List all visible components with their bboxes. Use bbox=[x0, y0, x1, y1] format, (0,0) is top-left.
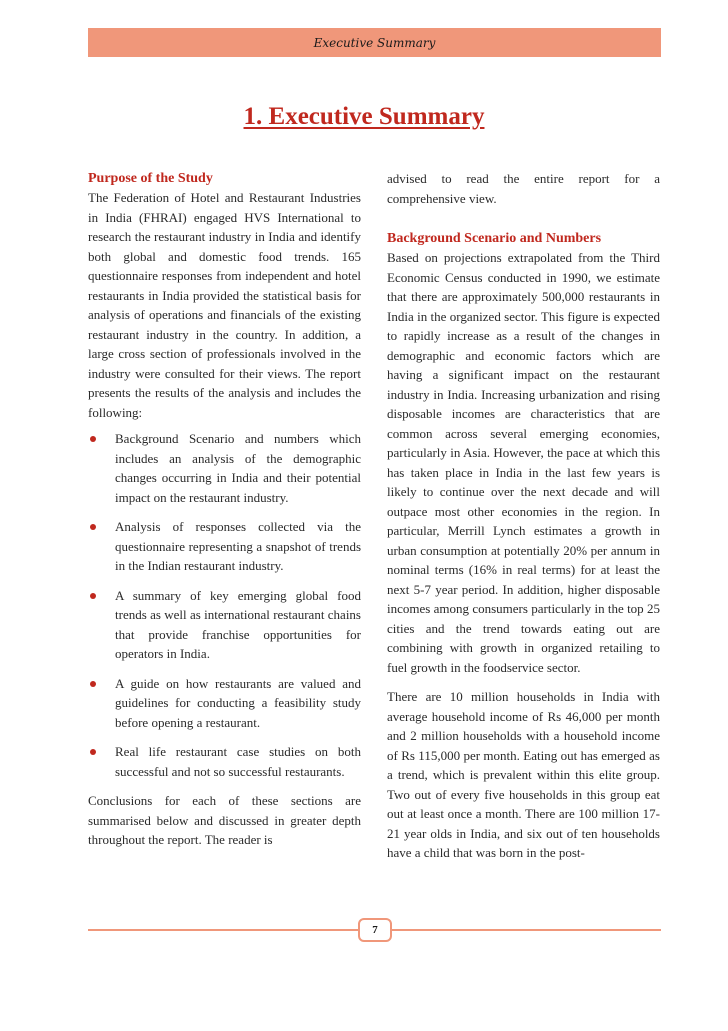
running-header-title: Executive Summary bbox=[313, 35, 436, 50]
page-number: 7 bbox=[358, 918, 392, 942]
list-item-text: A summary of key emerging global food trends as well as international restaurant chains that provide franchise opportunities for operators in India. bbox=[115, 587, 361, 661]
purpose-intro: The Federation of Hotel and Restaurant Industries in India (FHRAI) engaged HVS International to research the restaurant industry in India and identify both global and domestic food trends. 165 questionnaire responses from independent and hotel restaurants in India provided the statistical basis for analysis of operations and financials of the existing restaurant industry in the country. In addition, a large cross section of professionals involved in the industry were consulted for their views. The report presents the results of the analysis and includes the following: bbox=[88, 190, 361, 420]
bullet-dot-icon bbox=[90, 749, 96, 755]
list-item-text: Background Scenario and numbers which includes an analysis of the demographic changes occurring in India and their potential impact on the restaurant industry. bbox=[115, 431, 361, 505]
list-item bbox=[88, 586, 361, 664]
bullet-dot-icon bbox=[90, 681, 96, 687]
bullet-dot-icon bbox=[90, 593, 96, 599]
bullet-dot-icon bbox=[90, 436, 96, 442]
page-title: 1. Executive Summary bbox=[243, 103, 485, 130]
list-item bbox=[88, 742, 361, 781]
background-paragraph-1: Based on projections extrapolated from the Third Economic Census conducted in 1990, we estimate that there are approximately 500,000 restaurants in India in the organized sector. This figure is expected to rapidly increase as a result of the changes in demographic and economic factors which are having a significant impact on the restaurant industry in India. Increasing urbanization and rising disposable incomes are characteristics that are common across several emerging economies, particularly in Asia. However, the pace at which this has taken place in India in the last few years is likely to continue over the next decade and will outpace most other economies in the region. In particular, Merrill Lynch estimates a growth in urban consumption at potentially 20% per annum in nominal terms (16% in real terms) for at least the next 5-7 year period. In addition, higher disposable incomes among consumers particularly in the top 25 cities and the trend towards eating out are combining with growth in organized retailing to fuel growth in the foodservice sector. bbox=[387, 250, 660, 675]
list-item bbox=[88, 517, 361, 576]
purpose-heading: Purpose of the Study bbox=[88, 171, 213, 186]
background-heading: Background Scenario and Numbers bbox=[387, 231, 602, 246]
background-paragraph-2: There are 10 million households in India with average household income of Rs 46,000 per month and 2 million households with a household income of Rs 115,000 per month. Eating out has emerged as a trend, which is prevalent within this elite group. Two out of every five households in this group eat out at least once a month. There are 100 million 17-21 year olds in India, and six out of ten households have a child that was born in the post- bbox=[387, 689, 660, 860]
list-item-text: A guide on how restaurants are valued and guidelines for conducting a feasibility study before opening a restaurant. bbox=[115, 675, 361, 730]
purpose-closing: Conclusions for each of these sections are summarised below and discussed in greater depth throughout the report. The reader is bbox=[88, 793, 361, 847]
continuation-text: advised to read the entire report for a comprehensive view. bbox=[387, 171, 660, 206]
right-column bbox=[387, 169, 660, 863]
running-header bbox=[88, 28, 661, 57]
list-item-text: Real life restaurant case studies on both successful and not so successful restaurants. bbox=[115, 744, 361, 779]
list-item-text: Analysis of responses collected via the questionnaire representing a snapshot of trends in the Indian restaurant industry. bbox=[115, 519, 361, 573]
left-column bbox=[88, 169, 361, 850]
list-item bbox=[88, 429, 361, 507]
list-item bbox=[88, 674, 361, 733]
report-contents-list bbox=[88, 429, 361, 781]
bullet-dot-icon bbox=[90, 524, 96, 530]
